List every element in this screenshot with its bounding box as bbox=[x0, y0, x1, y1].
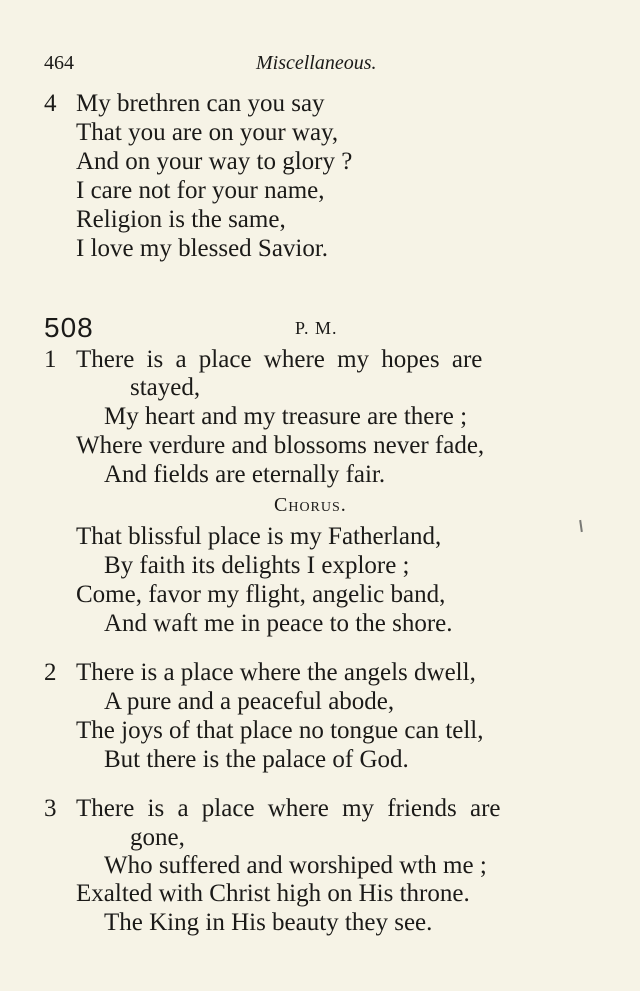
verse-line: And fields are eternally fair. bbox=[104, 461, 386, 488]
verse-line: stayed, bbox=[130, 374, 201, 401]
verse-line: gone, bbox=[130, 824, 185, 851]
verse-line: Exalted with Christ high on His throne. bbox=[76, 880, 470, 907]
verse-line: The joys of that place no tongue can tell, bbox=[76, 717, 484, 744]
hymn-meter: P. M. bbox=[295, 318, 338, 338]
chorus-line: By faith its delights I explore ; bbox=[104, 552, 410, 579]
chorus-label: Chorus. bbox=[274, 494, 347, 516]
verse-line: I care not for your name, bbox=[76, 177, 325, 204]
chorus-line: And waft me in peace to the shore. bbox=[104, 610, 453, 637]
verse-line: Religion is the same, bbox=[76, 206, 286, 233]
verse-line: And on your way to glory ? bbox=[76, 148, 353, 175]
verse-line: There is a place where my hopes are bbox=[76, 346, 483, 373]
page-header bbox=[44, 52, 390, 78]
verse-number: 2 bbox=[44, 659, 57, 686]
verse-number: 1 bbox=[44, 346, 57, 373]
verse-line: The King in His beauty they see. bbox=[104, 909, 433, 936]
verse-number: 3 bbox=[44, 795, 57, 822]
verse-line: A pure and a peaceful abode, bbox=[104, 688, 395, 715]
page-number: 464 bbox=[44, 52, 74, 74]
verse-line: Who suffered and worshiped wth me ; bbox=[104, 852, 487, 879]
verse-line: My heart and my treasure are there ; bbox=[104, 403, 468, 430]
verse-line: My brethren can you say bbox=[76, 90, 325, 117]
hymn-number: 508 bbox=[44, 312, 94, 343]
running-head: Miscellaneous. bbox=[256, 52, 377, 74]
verse-line: That you are on your way, bbox=[76, 119, 339, 146]
stray-print-mark bbox=[579, 520, 583, 532]
verse-number: 4 bbox=[44, 90, 57, 117]
verse-line: But there is the palace of God. bbox=[104, 746, 409, 773]
chorus-line: That blissful place is my Fatherland, bbox=[76, 523, 442, 550]
verse-line: There is a place where the angels dwell, bbox=[76, 659, 476, 686]
verse-line: There is a place where my friends are bbox=[76, 795, 501, 822]
chorus-line: Come, favor my flight, angelic band, bbox=[76, 581, 446, 608]
verse-line: Where verdure and blossoms never fade, bbox=[76, 432, 485, 459]
verse-line: I love my blessed Savior. bbox=[76, 235, 329, 262]
